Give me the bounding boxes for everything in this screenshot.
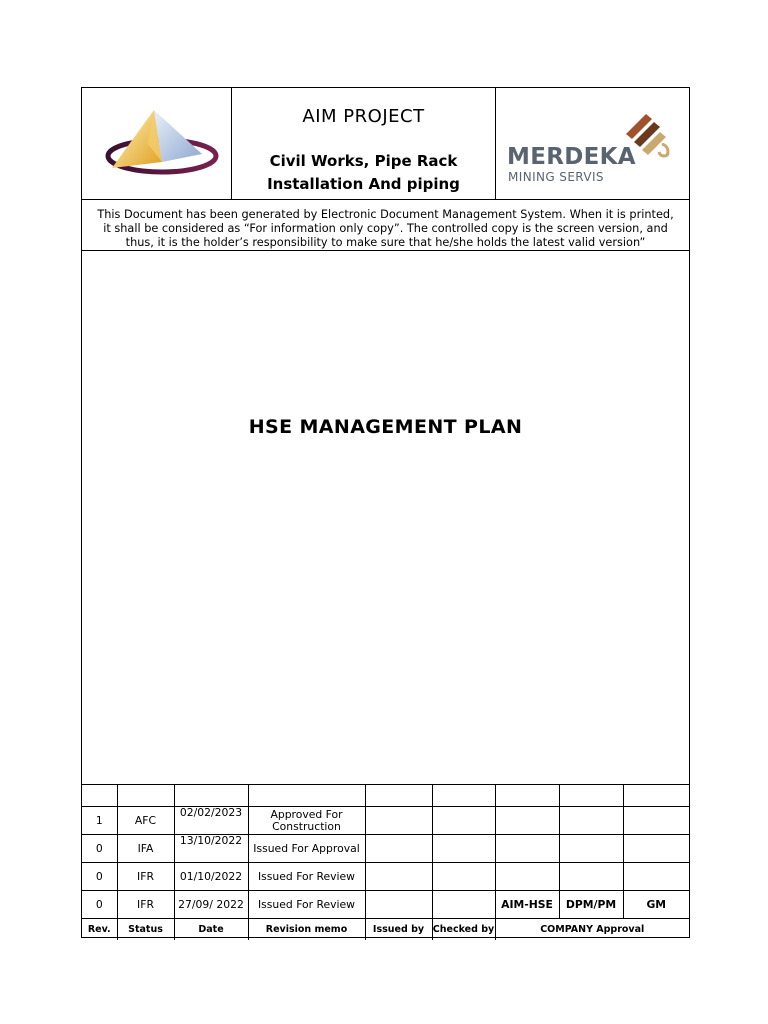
date-cell: 02/02/2023 — [174, 807, 248, 835]
approval-cell-3 — [623, 807, 689, 835]
document-title: HSE MANAGEMENT PLAN — [248, 416, 523, 438]
memo-cell: Issued For Approval — [248, 835, 365, 863]
notice-line-1: This Document has been generated by Electronic Document Management System. When it is printed, — [97, 208, 674, 221]
rev-cell: 1 — [82, 807, 117, 835]
issued-by-cell — [365, 807, 432, 835]
approval-cell-1 — [495, 807, 559, 835]
document-frame — [81, 87, 690, 938]
col-company-approval: COMPANY Approval — [495, 919, 689, 941]
revision-row — [82, 835, 689, 863]
brand-logo-cell — [496, 88, 689, 199]
memo-cell: Issued For Review — [248, 891, 365, 919]
brand-name: MERDEKA — [507, 144, 636, 170]
project-title-cell — [232, 88, 496, 199]
approval-cell-3 — [623, 863, 689, 891]
project-title: AIM PROJECT — [302, 106, 425, 127]
date-cell: 13/10/2022 — [174, 835, 248, 863]
status-cell: AFC — [117, 807, 174, 835]
approval-cell-1 — [495, 835, 559, 863]
rev-cell: 0 — [82, 835, 117, 863]
project-logo-cell — [82, 88, 232, 199]
approval-cell-1 — [495, 863, 559, 891]
checked-by-cell — [432, 807, 495, 835]
date-cell: 27/09/ 2022 — [174, 891, 248, 919]
rev-cell: 0 — [82, 891, 117, 919]
approval-cell-3 — [623, 835, 689, 863]
col-issued-by: Issued by — [365, 919, 432, 941]
subtitle-line-1: Civil Works, Pipe Rack — [269, 152, 458, 170]
col-date: Date — [174, 919, 248, 941]
brand-tagline: MINING SERVIS — [508, 170, 604, 184]
status-cell: IFA — [117, 835, 174, 863]
header-row — [82, 88, 689, 200]
subtitle-line-2: Installation And piping — [267, 175, 460, 193]
memo-cell: Approved For Construction — [248, 807, 365, 835]
col-status: Status — [117, 919, 174, 941]
issued-by-cell — [365, 835, 432, 863]
approval-cell-2 — [559, 835, 623, 863]
notice-line-2: it shall be considered as “For information only copy”. The controlled copy is the screen version, and — [103, 222, 668, 235]
edms-notice — [82, 199, 689, 251]
memo-cell: Issued For Review — [248, 863, 365, 891]
revision-row — [82, 863, 689, 891]
revision-header-row — [82, 919, 689, 941]
approval-cell-3: GM — [623, 891, 689, 919]
project-subtitle — [232, 150, 495, 196]
issued-by-cell — [365, 891, 432, 919]
col-checked-by: Checked by — [432, 919, 495, 941]
revision-table — [82, 784, 689, 940]
col-rev: Rev. — [82, 919, 117, 941]
checked-by-cell — [432, 863, 495, 891]
approval-cell-2 — [559, 863, 623, 891]
approval-cell-1: AIM-HSE — [495, 891, 559, 919]
revision-blank-row — [82, 785, 689, 807]
status-cell: IFR — [117, 891, 174, 919]
date-cell: 01/10/2022 — [174, 863, 248, 891]
rev-cell: 0 — [82, 863, 117, 891]
issued-by-cell — [365, 863, 432, 891]
approval-cell-2: DPM/PM — [559, 891, 623, 919]
approval-cell-2 — [559, 807, 623, 835]
revision-row — [82, 807, 689, 835]
checked-by-cell — [432, 891, 495, 919]
checked-by-cell — [432, 835, 495, 863]
project-logo — [82, 88, 231, 199]
status-cell: IFR — [117, 863, 174, 891]
notice-line-3: thus, it is the holder’s responsibility to make sure that he/she holds the latest valid version” — [125, 236, 646, 249]
col-memo: Revision memo — [248, 919, 365, 941]
revision-row — [82, 891, 689, 919]
